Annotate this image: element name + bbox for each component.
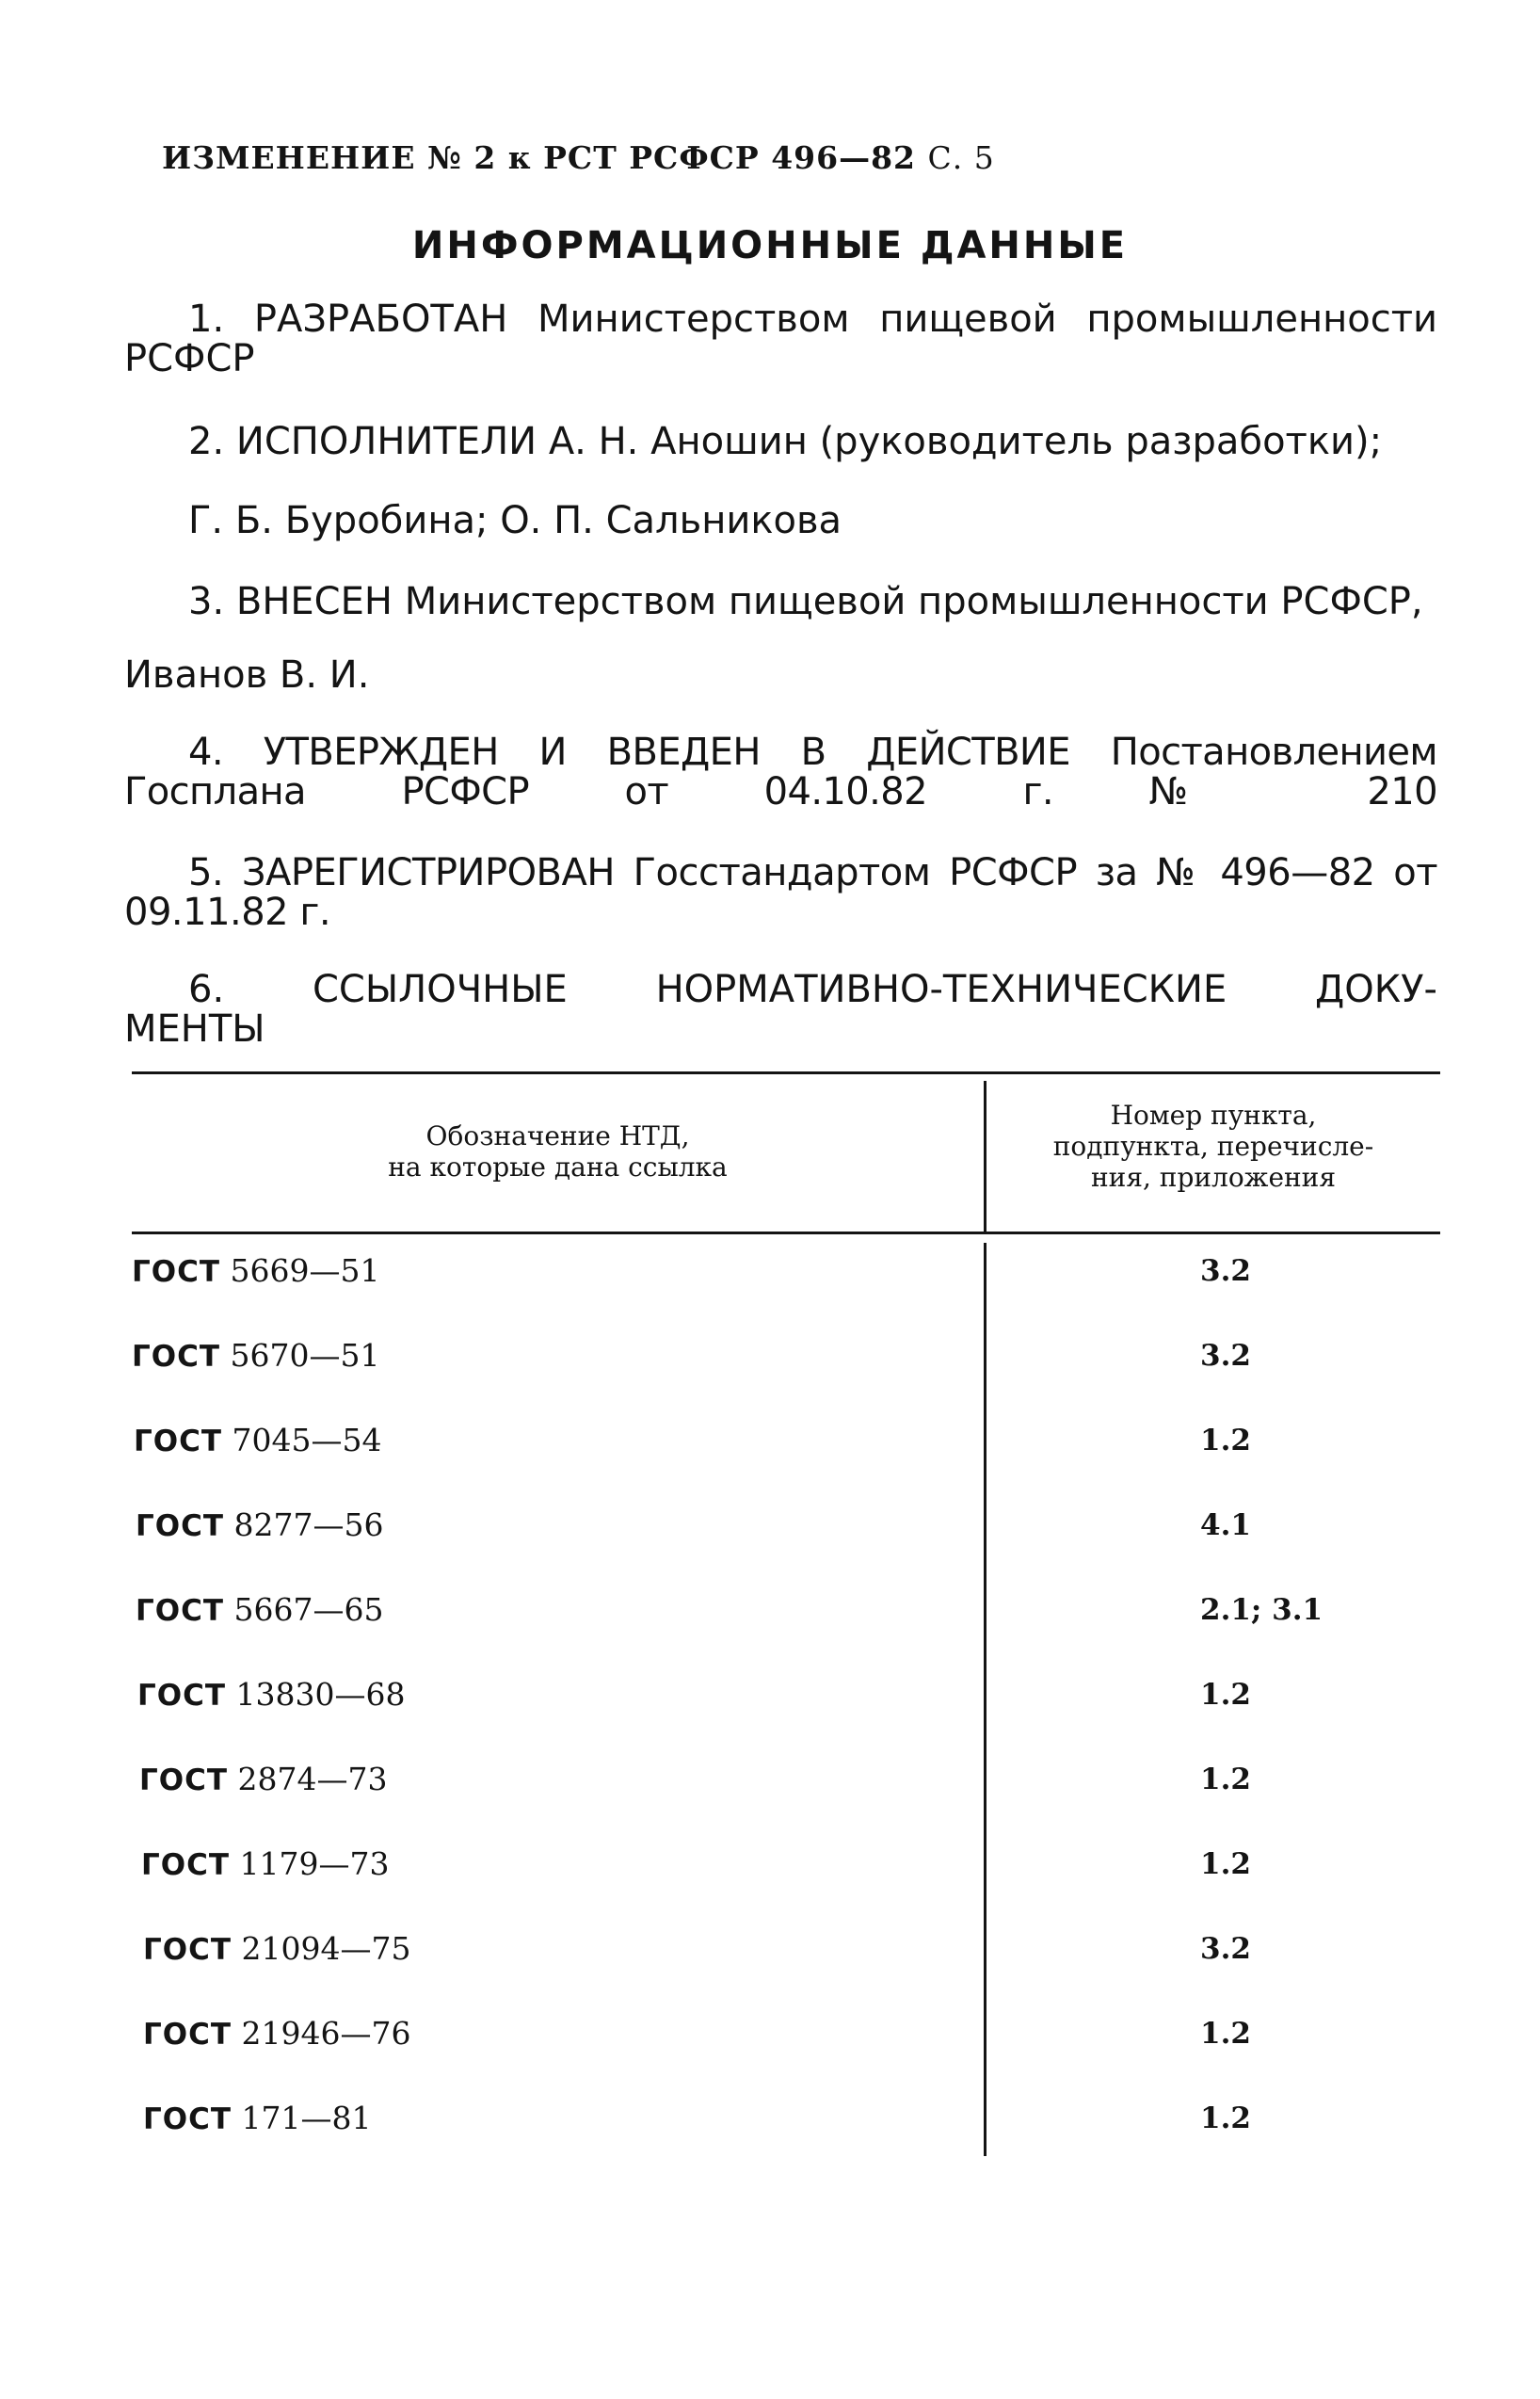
table-row [132,1591,1327,1676]
clause-reference: 3.2 [1200,1254,1251,1288]
clause-reference: 1.2 [1200,2017,1251,2051]
section-1-heading: РАЗРАБОТАН [253,298,508,341]
table-top-rule [132,1071,1440,1074]
document-prefix: ГОСТ [136,1594,225,1628]
section-5-body: Госстандартом РСФСР за № 496—82 от 09.11.82 г. [124,851,1438,934]
document-prefix: ГОСТ [143,1933,233,1967]
section-2-body: А. Н. Аношин (руководитель разработки); [548,420,1383,463]
section-1-body: Министерством пищевой промышленности РСФСР [124,298,1438,380]
document-prefix: ГОСТ [137,1679,227,1713]
table-header-designation [132,1120,984,1183]
section-5-heading: ЗАРЕГИСТРИРОВАН [241,851,615,894]
table-row [132,2015,1327,2100]
document-designation [136,1506,384,1543]
document-prefix: ГОСТ [143,2018,233,2052]
section-4-heading: УТВЕРЖДЕН И ВВЕДЕН В ДЕЙСТВИЕ [263,731,1070,774]
document-prefix: ГОСТ [139,1763,229,1797]
document-designation [132,1252,380,1289]
document-number: 21946—76 [241,2015,411,2052]
table-row [132,1422,1327,1506]
document-number: 21094—75 [241,1930,411,1967]
clause-reference: 2.1; 3.1 [1200,1593,1323,1627]
clause-reference: 4.1 [1200,1508,1251,1542]
section-3-heading: ВНЕСЕН [235,580,393,623]
document-prefix: ГОСТ [132,1255,221,1289]
document-number: 8277—56 [233,1506,384,1543]
section-1-number: 1. [188,298,225,341]
section-2-body-2: Г. Б. Буробина; О. П. Сальникова [188,499,842,542]
document-designation [139,1761,388,1797]
document-title: ИНФОРМАЦИОННЫЕ ДАННЫЕ [411,224,1129,267]
document-number: 2874—73 [237,1761,388,1797]
header-designation-line-2: на которые дана ссылка [388,1151,728,1183]
document-number: 13830—68 [235,1676,406,1713]
table-row [132,1676,1327,1761]
section-2-number: 2. [188,420,225,463]
document-number: 5670—51 [230,1337,380,1374]
table-row [132,1252,1327,1337]
section-3-number: 3. [188,580,225,623]
section-2-heading: ИСПОЛНИТЕЛИ [235,420,537,463]
clause-reference: 1.2 [1200,1678,1251,1712]
document-prefix: ГОСТ [143,2102,233,2136]
header-page-number: С. 5 [927,139,995,176]
section-5-number: 5. [188,851,224,894]
document-number: 5669—51 [230,1252,380,1289]
section-6-heading-2: МЕНТЫ [124,1007,265,1051]
document-number: 5667—65 [233,1591,384,1628]
header-clause-line-3: ния, приложения [1091,1162,1336,1193]
header-clause-line-2: подпункта, перечисле- [1052,1131,1374,1162]
document-designation [132,1337,380,1374]
clause-reference: 1.2 [1200,1424,1251,1457]
table-row [132,1845,1327,1930]
clause-reference: 1.2 [1200,1847,1251,1881]
section-3-body-2: Иванов В. И. [124,653,370,697]
section-4-body: Постановлением Госплана РСФСР от 04.10.82 г. № 210 [124,731,1437,813]
document-number: 1179—73 [239,1845,390,1882]
document-number: 171—81 [241,2100,372,2136]
document-prefix: ГОСТ [132,1340,221,1374]
document-designation [134,1422,382,1458]
document-prefix: ГОСТ [134,1425,223,1458]
clause-reference: 3.2 [1200,1932,1251,1966]
document-prefix: ГОСТ [136,1509,225,1543]
table-row [132,1506,1327,1591]
table-header-rule [132,1232,1440,1234]
clause-reference: 3.2 [1200,1339,1251,1373]
document-designation [143,1930,411,1967]
document-designation [137,1676,406,1713]
table-row [132,1930,1327,2015]
section-6-heading: ССЫЛОЧНЫЕ НОРМАТИВНО-ТЕХНИЧЕСКИЕ ДОКУ- [312,968,1437,1011]
table-header-clause [987,1100,1440,1193]
clause-reference: 1.2 [1200,1763,1251,1796]
header-text: ИЗМЕНЕНИЕ № 2 к РСТ РСФСР 496—82 [162,139,917,176]
document-prefix: ГОСТ [141,1848,231,1882]
section-3-body: Министерством пищевой промышленности РСФСР, [404,580,1423,623]
clause-reference: 1.2 [1200,2101,1251,2135]
table-row [132,1337,1327,1422]
table-row [132,1761,1327,1845]
table-body [132,1252,1327,2184]
header-clause-line-1: Номер пункта, [1110,1100,1317,1131]
section-4-number: 4. [188,731,223,774]
header-designation-line-1: Обозначение НТД, [425,1120,690,1151]
document-designation [141,1845,390,1882]
section-6-number: 6. [188,968,225,1011]
document-designation [136,1591,384,1628]
document-designation [143,2100,372,2136]
document-designation [143,2015,411,2052]
document-number: 7045—54 [232,1422,382,1458]
table-row [132,2100,1327,2184]
